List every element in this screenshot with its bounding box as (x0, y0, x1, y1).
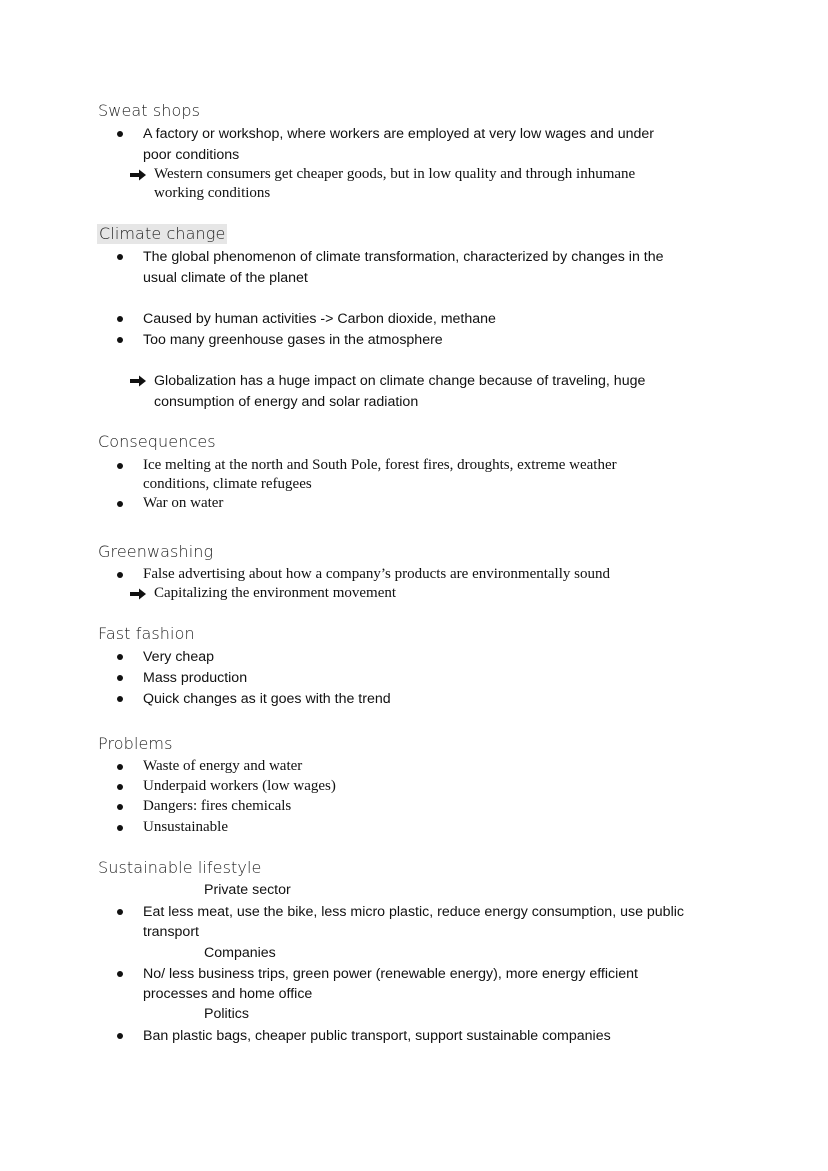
problems-item-1: Waste of energy and water (143, 758, 303, 774)
greenwashing-arrow-line: Capitalizing the environment movement (154, 585, 397, 601)
sweat-shops-arrow-line-2: working conditions (154, 185, 271, 201)
consequences-bullet-1-line-2: conditions, climate refugees (143, 476, 312, 492)
fast-fashion-item-1: Very cheap (143, 649, 214, 665)
heading-problems: Problems (98, 734, 173, 753)
climate-change-bullet-2: Caused by human activities -> Carbon dioxide, methane (143, 311, 496, 327)
bullet (116, 337, 124, 345)
bullet (116, 463, 124, 471)
bullet (116, 696, 124, 704)
bullet (116, 654, 124, 662)
heading-climate-change: Climate change (99, 224, 226, 243)
arrow-icon (129, 168, 147, 182)
climate-change-arrow-line-1: Globalization has a huge impact on climate change because of traveling, huge (154, 373, 646, 389)
arrow-icon (129, 374, 147, 388)
sweat-shops-bullet-1-line-2: poor conditions (143, 147, 240, 163)
heading-greenwashing: Greenwashing (98, 542, 214, 561)
bullet (116, 1033, 124, 1041)
sweat-shops-bullet-1-line-1: A factory or workshop, where workers are employed at very low wages and under (143, 126, 654, 142)
greenwashing-bullet-1: False advertising about how a company’s products are environmentally sound (143, 566, 610, 582)
bullet (116, 316, 124, 324)
bullet (116, 764, 124, 772)
heading-consequences: Consequences (98, 432, 216, 451)
arrow-icon (129, 587, 147, 601)
bullet (116, 825, 124, 833)
companies-item-line-2: processes and home office (143, 986, 313, 1002)
fast-fashion-item-3: Quick changes as it goes with the trend (143, 691, 391, 707)
climate-change-bullet-3: Too many greenhouse gases in the atmosphere (143, 332, 443, 348)
heading-sustainable-lifestyle: Sustainable lifestyle (98, 858, 262, 877)
subheading-politics: Politics (204, 1006, 249, 1022)
problems-item-4: Unsustainable (143, 819, 228, 835)
subheading-private-sector: Private sector (204, 882, 291, 898)
bullet (116, 804, 124, 812)
consequences-bullet-1-line-1: Ice melting at the north and South Pole, forest fires, droughts, extreme weather (143, 457, 617, 473)
private-sector-item-line-2: transport (143, 924, 199, 940)
heading-fast-fashion: Fast fashion (98, 624, 195, 643)
bullet (116, 971, 124, 979)
bullet (116, 784, 124, 792)
companies-item-line-1: No/ less business trips, green power (renewable energy), more energy efficient (143, 966, 638, 982)
bullet (116, 131, 124, 139)
bullet (116, 675, 124, 683)
fast-fashion-item-2: Mass production (143, 670, 248, 686)
heading-sweat-shops: Sweat shops (98, 101, 201, 120)
bullet (116, 572, 124, 580)
climate-change-bullet-1-line-1: The global phenomenon of climate transformation, characterized by changes in the (143, 249, 664, 265)
bullet (116, 501, 124, 509)
climate-change-arrow-line-2: consumption of energy and solar radiation (154, 394, 419, 410)
subheading-companies: Companies (204, 945, 276, 961)
bullet (116, 909, 124, 917)
private-sector-item-line-1: Eat less meat, use the bike, less micro plastic, reduce energy consumption, use public (143, 904, 684, 920)
consequences-bullet-2: War on water (143, 495, 224, 511)
problems-item-2: Underpaid workers (low wages) (143, 778, 336, 794)
politics-item: Ban plastic bags, cheaper public transport, support sustainable companies (143, 1028, 611, 1044)
sweat-shops-arrow-line-1: Western consumers get cheaper goods, but in low quality and through inhumane (154, 166, 636, 182)
bullet (116, 254, 124, 262)
climate-change-bullet-1-line-2: usual climate of the planet (143, 270, 308, 286)
problems-item-3: Dangers: fires chemicals (143, 798, 292, 814)
